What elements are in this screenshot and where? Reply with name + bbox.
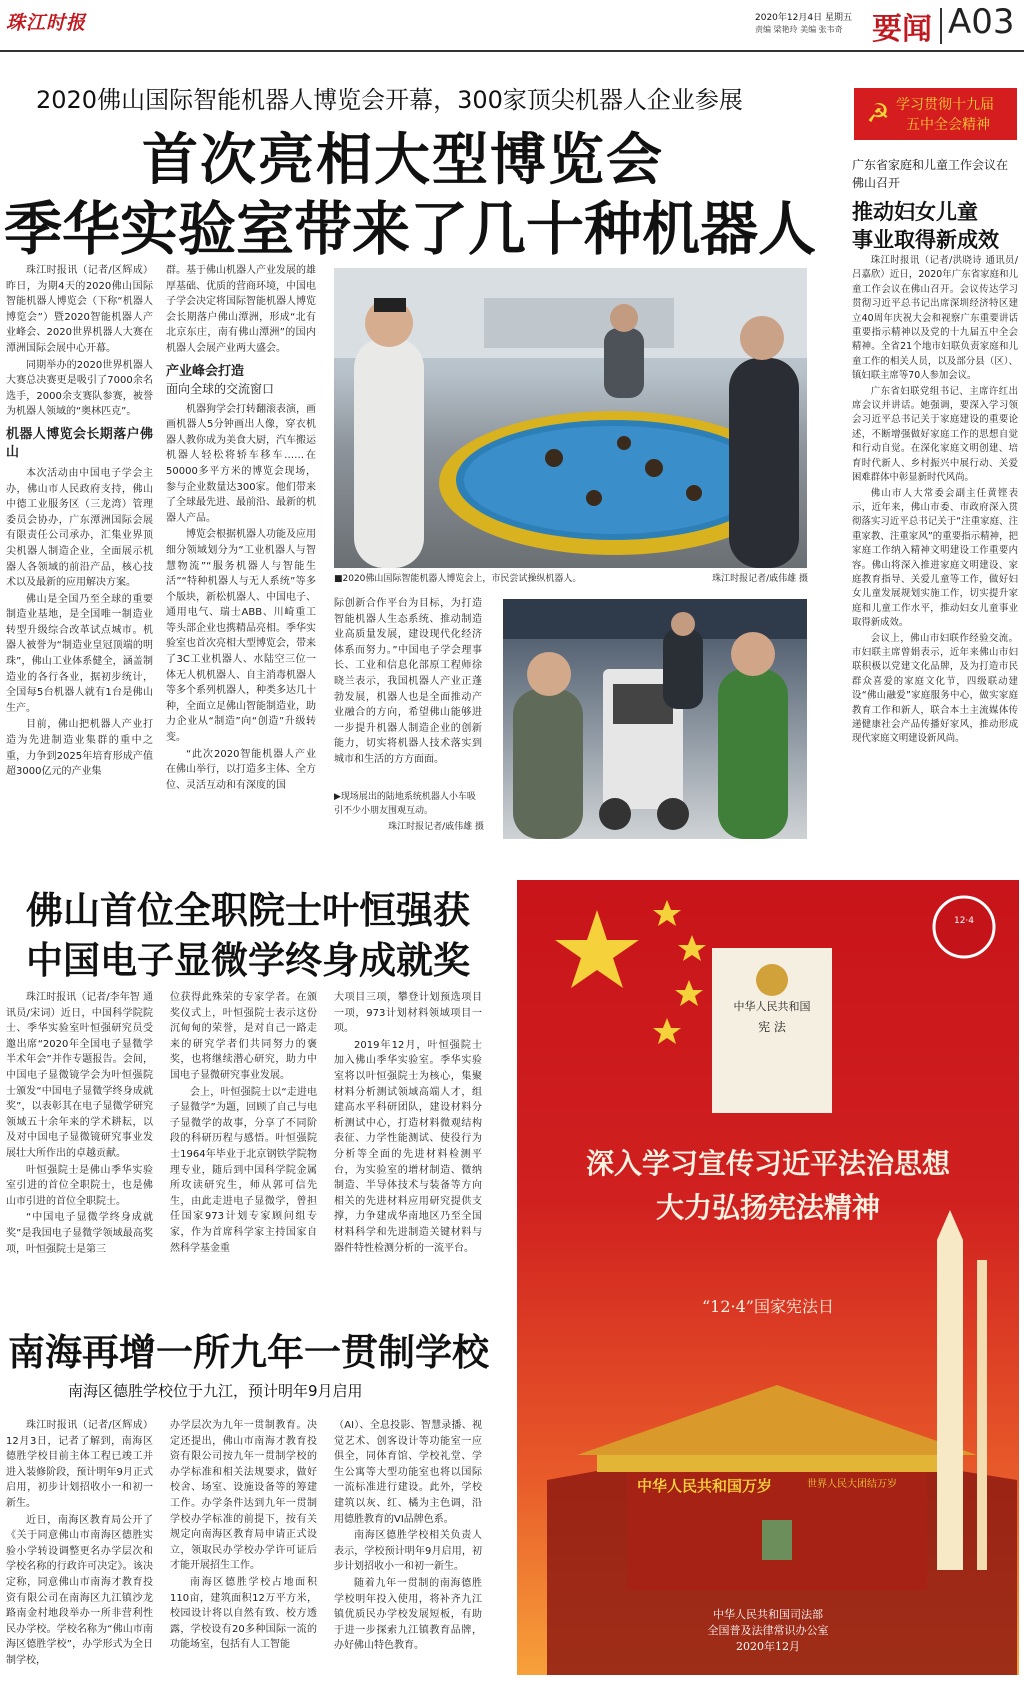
story1-kicker: 2020佛山国际智能机器人博览会开幕，300家顶尖机器人企业参展 (36, 86, 743, 114)
subheading: 机器人博览会长期落户佛山 (6, 426, 153, 460)
paragraph: 近日，南海区教育局公开了《关于同意佛山市南海区德胜实验小学转设调整更名办学层次和学校名称的行政许可决定》。该决定称，同意佛山市南海才教育投资有限公司在南海区九江镇沙龙路南金村地段举办一所非营利性民办学校。学校名称为“佛山市南海区德胜学校”，办学形式为全日制学校， (6, 1514, 153, 1666)
booklet-title: 中华人民共和国 (733, 1000, 811, 1013)
robot-expo-photo (334, 268, 807, 568)
story1-column-3 (334, 596, 482, 771)
paragraph: 佛山市人大常委会副主任黄铿表示，近年来，佛山市委、市政府深入贯彻落实习近平总书记关于“注重家庭、注重家教、注重家风”的重要指示精神，把家庭工作纳入精神文明建设工作重要内容。佛山将深入推进家庭文明建设、家庭教育指导、关爱儿童等工作，做好妇女儿童发展规划实施工作，切实提升家庭和儿童工作水平，推动妇女儿童事业取得新成效。 (852, 487, 1018, 629)
story3-column-2 (170, 1418, 317, 1680)
story2-headline-1: 佛山首位全职院士叶恒强获 (26, 889, 470, 932)
paragraph: 办学层次为九年一贯制教育。决定还提出，佛山市南海才教育投资有限公司按九年一贯制学校的办学标准和相关法规要求，做好校舍、场室、设施设备等的筹建工作。办学条件达到九年一贯制学校办学标准的前提下，按有关规定向南海区教育局申请正式设立，领取民办学校办学许可证后才能开展招生工作。 (170, 1420, 317, 1572)
paragraph: （AI）、全息投影、智慧录播、视觉艺术、创客设计等功能室一应俱全，同体育馆、学校礼堂、学生公寓等大型功能室也将以国际一流标准进行建设。此外，学校建筑以灰、红、橘为主色调，沿用德胜教育的VI品牌色系。 (334, 1420, 482, 1525)
newspaper-logo: 珠江时报 (6, 12, 87, 34)
poster-issuer-2: 全国普及法律常识办公室 (707, 1624, 829, 1637)
paragraph: 珠江时报讯（记者/区辉成）12月3日，记者了解到，南海区德胜学校目前主体工程已竣工并进入装修阶段，预计明年9月正式启用，初步计划招收小一和初一新生。 (6, 1420, 153, 1509)
poster-issuer-3: 2020年12月 (736, 1640, 800, 1653)
badge-line-1: 学习贯彻十九届 (896, 97, 994, 113)
poster-slogan-2: 大力弘扬宪法精神 (655, 1191, 880, 1224)
kids-robot-illustration (503, 599, 807, 839)
page-number: A03 (948, 2, 1015, 42)
paragraph: 大项目三项，攀登计划预选项目一项，973计划材料领域项目一项。 (334, 992, 482, 1035)
hammer-sickle-icon: ☭ (866, 99, 890, 129)
paragraph: 群。基于佛山机器人产业发展的雄厚基础、优质的营商环境，中国电子学会决定将国际智能机器人博览会长期落户佛山潭洲，形成“北有北京东庄，南有佛山潭洲”的国内机器人会展产业两大盛会。 (166, 265, 316, 354)
booklet-subtitle: 宪 法 (758, 1020, 786, 1034)
story2-column-2 (170, 990, 317, 1280)
paragraph: “此次2020智能机器人产业在佛山举行，以打造多主体、全方位、灵活互动和有深度的国 (166, 748, 316, 791)
sidebar-headline-2: 事业取得新成效 (852, 227, 999, 252)
paragraph: 珠江时报讯（记者/区辉成）昨日，为期4天的2020佛山国际智能机器人博览会（下称“机器人博览会”）暨2020智能机器人产业峰会、2020世界机器人大赛在潭洲国际会展中心开幕。 (6, 265, 153, 354)
subheading: 面向全球的交流窗口 (166, 381, 275, 396)
editors-credit: 责编 梁艳玲 美编 张韦奇 (755, 25, 843, 34)
poster-slogan-1: 深入学习宣传习近平法治思想 (585, 1147, 950, 1180)
story2-column-1 (6, 990, 153, 1280)
paragraph: 会上，叶恒强院士以“走进电子显微学”为题，回顾了自己与电子显微学的故事，分享了不同阶段的科研历程与感悟。叶恒强院士1964年毕业于北京钢铁学院物理专业，随后到中国科学院金属所攻读研究生，师从郭可信先生，由此走进电子显微学，曾担任国家973计划专家顾问组专家，作为首席科学家主持国家自然科学基金重 (170, 1086, 317, 1254)
story1-headline-1: 首次亮相大型博览会 (142, 128, 664, 193)
robot-expo-illustration (334, 268, 807, 568)
photo1-caption: ■2020佛山国际智能机器人博览会上，市民尝试操纵机器人。 (334, 574, 582, 584)
paragraph: 南海区德胜学校相关负责人表示，学校预计明年9月启用，初步计划招收小一和初一新生。 (334, 1530, 482, 1573)
story3-column-3 (334, 1418, 482, 1680)
sidebar-kicker: 广东省家庭和儿童工作会议在佛山召开 (852, 158, 1009, 190)
gate-sign: 中华人民共和国万岁 (637, 1477, 773, 1495)
paragraph: “中国电子显微学终身成就奖”是我国电子显微学领域最高奖项，叶恒强院士是第三 (6, 1212, 153, 1255)
paragraph: 博览会根据机器人功能及应用细分领域划分为“工业机器人与智慧物流”“服务机器人与智能生活”“特种机器人与无人系统”等多个版块，新松机器人、中国电子、通用电气、瑞士ABB、川崎重工等头部企业也携精品亮相。季华实验室也首次亮相大型博览会，带来了3C工业机器人、水陆空三位一体无人机机器人、自主消毒机器人等多个系列机器人，种类多达几十种，全面立足佛山智能制造业，助力企业从“制造”向“创造”升级转变。 (166, 529, 316, 744)
masthead (0, 0, 1024, 52)
story2-headline-2: 中国电子显微学终身成就奖 (26, 939, 470, 982)
paragraph: 机器狗学会打转翻滚表演，画画机器人5分钟画出人像，穿衣机器人教你成为美食大厨，汽车搬运机器人轻松将轿车移车……在50000多平方米的博览会现场，参与企业数量达300家。他们带来了全球最先进、最前沿、最新的机器人产品。 (166, 403, 316, 524)
story1-column-2 (166, 263, 316, 808)
photo1-credit: 珠江时报记者/戚伟雄 摄 (712, 574, 808, 584)
paragraph: 目前，佛山把机器人产业打造为先进制造业集群的重中之重，力争到2025年培育形成产值超3000亿元的产业集 (6, 719, 153, 778)
paragraph: 珠江时报讯（记者/洪晓诗 通讯员/吕嘉欣）近日，2020年广东省家庭和儿童工作会议在佛山召开。会议传达学习贯彻习近平总书记出席深圳经济特区建立40周年庆祝大会和视察广东重要讲话重要指示精神以及党的十九届五中全会精神。全省21个地市妇联负责家庭和儿童工作的相关人员，以及部分县（区）、镇妇联主席等70人参加会议。 (852, 255, 1018, 382)
masthead-divider (940, 8, 942, 44)
subheading: 产业峰会打造 (166, 363, 245, 379)
party-study-badge (854, 88, 1017, 140)
paragraph: 际创新合作平台为目标，为打造智能机器人生态系统、推动制造业高质量发展，建设现代化经济体系而努力。”中国电子学会理事长、工业和信息化部原工程师徐晓兰表示，我国机器人产业正蓬勃发展，机器人也是全面推动产业融合的方向，希望佛山能够进一步提升机器人制造企业的创新能力，切实将机器人技术落实到城市和生活的方方面面。 (334, 598, 482, 765)
paragraph: 广东省妇联党组书记、主席许红出席会议并讲话。她强调，要深入学习领会习近平总书记关于家庭建设的重要论述，不断增强做好家庭工作的思想自觉和行动自觉。在深化家庭文明创建、培育时代新人、乡村振兴中展行动、关爱困难群体中彰显新时代风尚。 (852, 385, 1018, 484)
paragraph: 佛山是全国乃至全球的重要制造业基地，是全国唯一制造业转型升级综合改革试点城市。机器人被誉为“制造业皇冠顶端的明珠”，佛山工业体系健全，涵盖制造业的各行各业，据初步统计，全国每5台机器人就有1台是佛山生产。 (6, 593, 153, 714)
photo2-credit: 珠江时报记者/戚伟雄 摄 (388, 822, 484, 832)
paragraph: 位获得此殊荣的专家学者。在颁奖仪式上，叶恒强院士表示这份沉甸甸的荣誉，是对自己一路走来的研究学者们共同努力的褒奖，也将继续潜心研究，助力中国电子显微研究事业发展。 (170, 992, 317, 1081)
story1-column-1 (6, 263, 153, 808)
gate-sign-2: 世界人民大团结万岁 (807, 1479, 897, 1490)
badge-line-2: 五中全会精神 (906, 117, 990, 133)
paragraph: 随着九年一贯制的南海德胜学校明年投入使用，将补齐九江镇优质民办学校发展短板，有助于进一步探索九江镇教育品牌，办好佛山特色教育。 (334, 1577, 482, 1652)
poster-issuer-1: 中华人民共和国司法部 (713, 1608, 823, 1621)
poster-logo: 12·4 (953, 916, 975, 926)
sidebar-body (852, 254, 1018, 854)
kids-robot-photo (503, 599, 807, 839)
poster-day: “12·4”国家宪法日 (702, 1297, 834, 1316)
story1-headline-2: 季华实验室带来了几十种机器人 (4, 195, 817, 263)
story3-column-1 (6, 1418, 153, 1680)
paragraph: 南海区德胜学校占地面积110亩，建筑面积12万平方米，校园设计将以自然有致、校方透露，学校设有20多种国际一流的功能场室，包括有人工智能 (170, 1576, 317, 1651)
paragraph: 2019年12月，叶恒强院士加入佛山季华实验室。季华实验室将以叶恒强院士为核心，集聚材料分析测试领域高端人才，组建高水平科研团队，建设材料分析测试中心，打造材料微观结构表征、力学性能测试、使役行为分析等全面的先进材料检测平台，为实验室的增材制造、微纳制造、半导体技术与装备等方向相关的先进材料应用研究提供支撑，力争建成华南地区乃至全国材料科学和先进制造关键材料与器件特性检测分析的一流平台。 (334, 1039, 482, 1254)
paragraph: 叶恒强院士是佛山季华实验室引进的首位全职院士，也是佛山市引进的首位全职院士。 (6, 1164, 153, 1207)
photo2-caption: ▶现场展出的陆地系统机器人小车吸引不少小朋友围观互动。 (334, 792, 476, 816)
constitution-day-poster (517, 880, 1019, 1675)
paragraph: 珠江时报讯（记者/李年智 通讯员/宋词）近日，中国科学院院士、季华实验室叶恒强研究员受邀出席“2020年全国电子显微学半术年会”并作专题报告。会间，中国电子显微镜学会为叶恒强院士颁发“中国电子显微学终身成就奖”，以表彰其在电子显微学研究领域五十余年来的学术耕耘，以及对中国电子显微镜研究事业发展壮大所作出的卓越贡献。 (6, 992, 153, 1159)
sidebar-headline-1: 推动妇女儿童 (852, 199, 978, 224)
story2-column-3 (334, 990, 482, 1280)
story3-headline: 南海再增一所九年一贯制学校 (8, 1331, 489, 1374)
paragraph: 本次活动由中国电子学会主办，佛山市人民政府支持，佛山中德工业服务区（三龙湾）管理委员会协办，广东潭洲国际会展有限责任公司承办，汇集业界顶尖机器人制造企业，全面展示机器人各领域的前沿产品，核心技术以及最新的应用解决方案。 (6, 467, 153, 589)
issue-date: 2020年12月4日 星期五 (755, 13, 852, 23)
paragraph: 会议上，佛山市妇联作经验交流。市妇联主席曾娟表示，近年来佛山市妇联积极以党建文化品牌，及为打造市民群众喜爱的家庭文化节，四级联动建设“佛山融爱”家庭服务中心，做实家庭教育工作和新人，联合本土主流媒体传递健康社会产品传播好家风，推动形成现代家庭文明建设新风尚。 (852, 632, 1018, 745)
story3-subhead: 南海区德胜学校位于九江，预计明年9月启用 (68, 1382, 363, 1400)
section-title: 要闻 (872, 12, 932, 47)
paragraph: 同期举办的2020世界机器人大赛总决赛更是吸引了7000余名选手，2000余支赛队参赛，被誉为机器人领域的“奥林匹克”。 (6, 359, 153, 418)
